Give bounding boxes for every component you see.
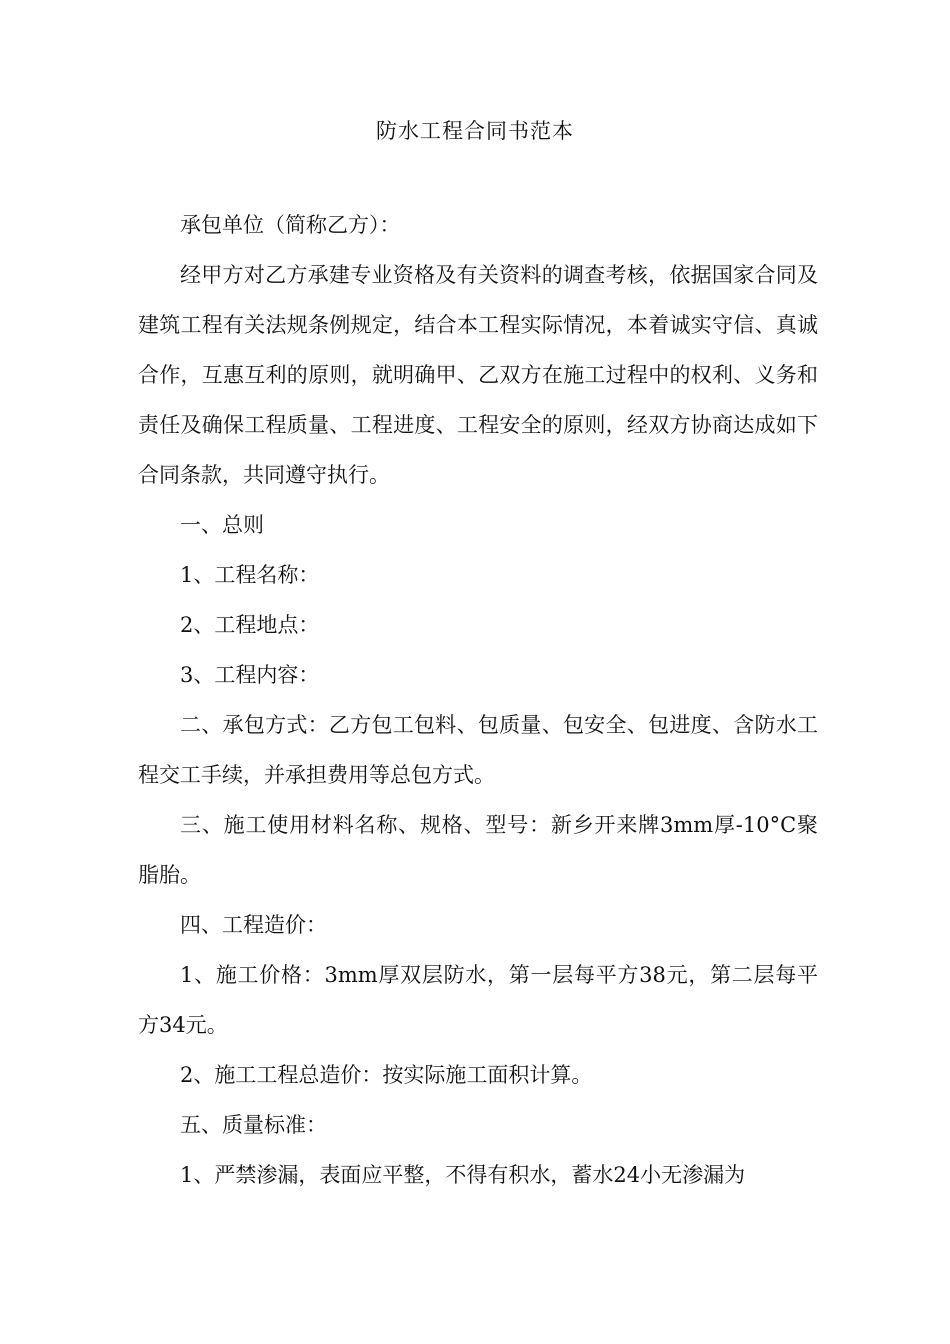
quality-item-1: 1、严禁渗漏，表面应平整，不得有积水，蓄水24小无渗漏为: [180, 1163, 746, 1187]
total-cost-paragraph: 2、施工工程总造价：按实际施工面积计算。: [180, 1063, 593, 1087]
section-cost-heading: 四、工程造价：: [180, 913, 327, 937]
document-title: 防水工程合同书范本: [376, 119, 574, 143]
project-content-field: 3、工程内容：: [180, 663, 320, 687]
unit-price-paragraph: 1、施工价格：3mm厚双层防水，第一层每平方38元，第二层每平方34元。: [138, 963, 818, 1037]
section-quality-heading: 五、质量标准：: [180, 1113, 327, 1137]
materials-paragraph: 三、施工使用材料名称、规格、型号：新乡开来牌3mm厚-10°C聚脂胎。: [138, 813, 818, 887]
contractor-line: 承包单位（简称乙方）：: [180, 213, 401, 237]
project-location-field: 2、工程地点：: [180, 613, 320, 637]
project-name-field: 1、工程名称：: [180, 563, 320, 587]
document-body: [138, 200, 818, 1200]
section-general-heading: 一、总则: [180, 513, 264, 537]
contract-method-paragraph: 二、承包方式：乙方包工包料、包质量、包安全、包进度、含防水工程交工手续，并承担费用等总包方式。: [138, 713, 818, 787]
preamble-paragraph: 经甲方对乙方承建专业资格及有关资料的调查考核，依据国家合同及建筑工程有关法规条例规定，结合本工程实际情况，本着诚实守信、真诚合作，互惠互利的原则，就明确甲、乙双方在施工过程中的权利、义务和责任及确保工程质量、工程进度、工程安全的原则，经双方协商达成如下合同条款，共同遵守执行。: [138, 263, 818, 487]
